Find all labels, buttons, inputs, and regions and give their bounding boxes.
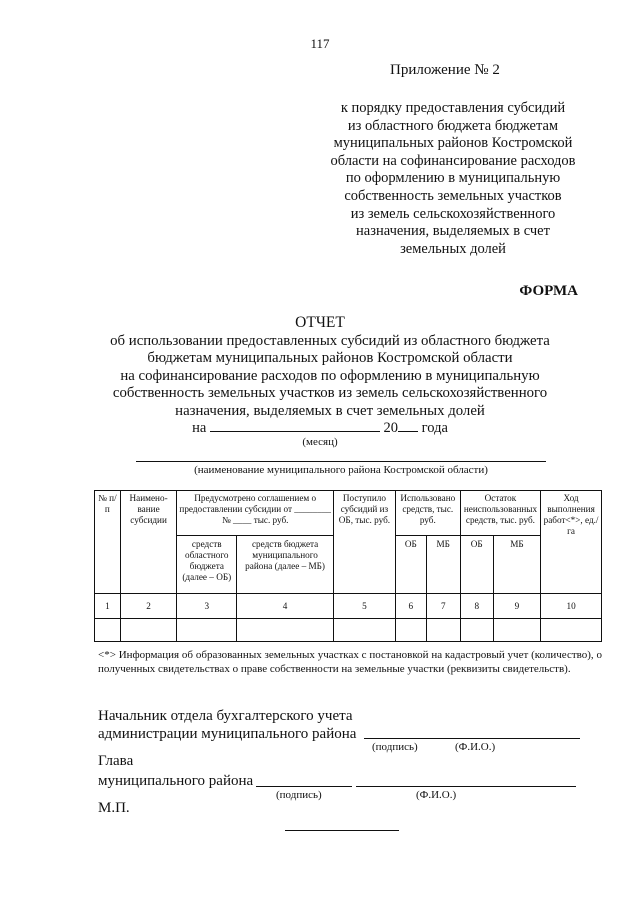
report-line: назначения, выделяемых в счет земельных долей bbox=[175, 402, 485, 419]
chief-accountant-title: Начальник отдела бухгалтерского учета bbox=[98, 708, 353, 724]
table-cell bbox=[426, 619, 460, 642]
column-number: 1 bbox=[95, 594, 121, 619]
subheader-remaining-mb: МБ bbox=[493, 536, 540, 594]
column-number: 7 bbox=[426, 594, 460, 619]
report-line: на софинансирование расходов по оформлению в муниципальную bbox=[120, 367, 540, 384]
page-number: 117 bbox=[310, 36, 330, 51]
signature-caption: (подпись) bbox=[372, 741, 418, 753]
report-title: ОТЧЕТ bbox=[295, 314, 345, 331]
appendix-line: назначения, выделяемых в счет bbox=[356, 223, 550, 240]
table-cell bbox=[95, 619, 121, 642]
subheader-ob-funds: средств областного бюджета (далее – ОБ) bbox=[177, 536, 237, 594]
subheader-used-mb: МБ bbox=[426, 536, 460, 594]
table-cell bbox=[120, 619, 177, 642]
column-number: 10 bbox=[541, 594, 602, 619]
table-cell bbox=[460, 619, 493, 642]
table-cell bbox=[541, 619, 602, 642]
appendix-line: муниципальных районов Костромской bbox=[333, 135, 573, 152]
chief-accountant-org: администрации муниципального района bbox=[98, 726, 357, 742]
form-label: ФОРМА bbox=[519, 283, 578, 299]
date-year: 20 bbox=[383, 420, 399, 436]
head-title: Глава bbox=[98, 753, 134, 769]
municipality-caption: (наименование муниципального района Костромской области) bbox=[194, 464, 488, 476]
table-cell bbox=[334, 619, 396, 642]
name-caption: (Ф.И.О.) bbox=[455, 741, 496, 753]
report-date-line bbox=[0, 418, 640, 437]
appendix-line: области на софинансирование расходов bbox=[330, 152, 576, 169]
column-number: 9 bbox=[493, 594, 540, 619]
header-progress: Ход выполнения работ<*>, ед./га bbox=[541, 491, 602, 594]
head-org: муниципального района bbox=[98, 773, 254, 789]
name-caption: (Ф.И.О.) bbox=[416, 789, 457, 801]
subheader-used-ob: ОБ bbox=[395, 536, 426, 594]
table-cell bbox=[237, 619, 334, 642]
header-remaining: Остаток неиспользованных средств, тыс. руб. bbox=[460, 491, 540, 536]
month-blank bbox=[210, 418, 380, 432]
subheader-mb-funds: средств бюджета муниципального района (далее – МБ) bbox=[237, 536, 334, 594]
month-caption: (месяц) bbox=[302, 436, 338, 448]
appendix-line: из областного бюджета бюджетам bbox=[347, 117, 559, 134]
header-received: Поступило субсидий из ОБ, тыс. руб. bbox=[334, 491, 396, 594]
appendix-line: земельных долей bbox=[400, 240, 506, 257]
table-cell bbox=[177, 619, 237, 642]
appendix-line: собственность земельных участков bbox=[344, 187, 562, 204]
appendix-title: Приложение № 2 bbox=[390, 62, 500, 78]
table-header-row bbox=[95, 491, 602, 536]
report-description bbox=[90, 333, 570, 420]
year-blank bbox=[398, 418, 418, 432]
report-line: об использовании предоставленных субсидий из областного бюджета bbox=[110, 333, 550, 349]
bottom-line bbox=[285, 830, 399, 831]
column-number: 3 bbox=[177, 594, 237, 619]
head-signature-line bbox=[256, 786, 352, 787]
table-cell bbox=[395, 619, 426, 642]
municipality-blank bbox=[136, 461, 546, 462]
seal-mark: М.П. bbox=[98, 800, 130, 816]
head-name-line bbox=[356, 786, 576, 787]
column-number: 6 bbox=[395, 594, 426, 619]
chief-accountant-signature-line bbox=[364, 738, 580, 739]
header-num: № п/п bbox=[95, 491, 121, 594]
report-table bbox=[94, 490, 602, 642]
appendix-line: по оформлению в муниципальную bbox=[345, 170, 561, 187]
header-used: Использовано средств, тыс. руб. bbox=[395, 491, 460, 536]
table-cell bbox=[493, 619, 540, 642]
table-column-number-row bbox=[95, 594, 602, 619]
date-suffix: года bbox=[421, 420, 448, 436]
header-agreement: Предусмотрено соглашением о предоставлении субсидии от ________ № ____ тыс. руб. bbox=[177, 491, 334, 536]
date-prefix: на bbox=[192, 420, 207, 436]
appendix-line: к порядку предоставления субсидий bbox=[340, 100, 566, 116]
appendix-text bbox=[318, 100, 588, 258]
subheader-remaining-ob: ОБ bbox=[460, 536, 493, 594]
column-number: 5 bbox=[334, 594, 396, 619]
column-number: 2 bbox=[120, 594, 177, 619]
header-name: Наимено-вание субсидии bbox=[120, 491, 177, 594]
column-number: 4 bbox=[237, 594, 334, 619]
report-line: собственность земельных участков из земель сельскохозяйственного bbox=[112, 385, 548, 402]
report-line: бюджетам муниципальных районов Костромской области bbox=[147, 350, 513, 367]
column-number: 8 bbox=[460, 594, 493, 619]
table-row-empty bbox=[95, 619, 602, 642]
footnote: <*> Информация об образованных земельных участках с постановкой на кадастровый учет (количество), о полученных свидетельствах о праве собственности на земельные участки (реквизиты свидетельств). bbox=[98, 649, 602, 676]
appendix-line: из земель сельскохозяйственного bbox=[350, 205, 556, 222]
signature-caption: (подпись) bbox=[276, 789, 322, 801]
